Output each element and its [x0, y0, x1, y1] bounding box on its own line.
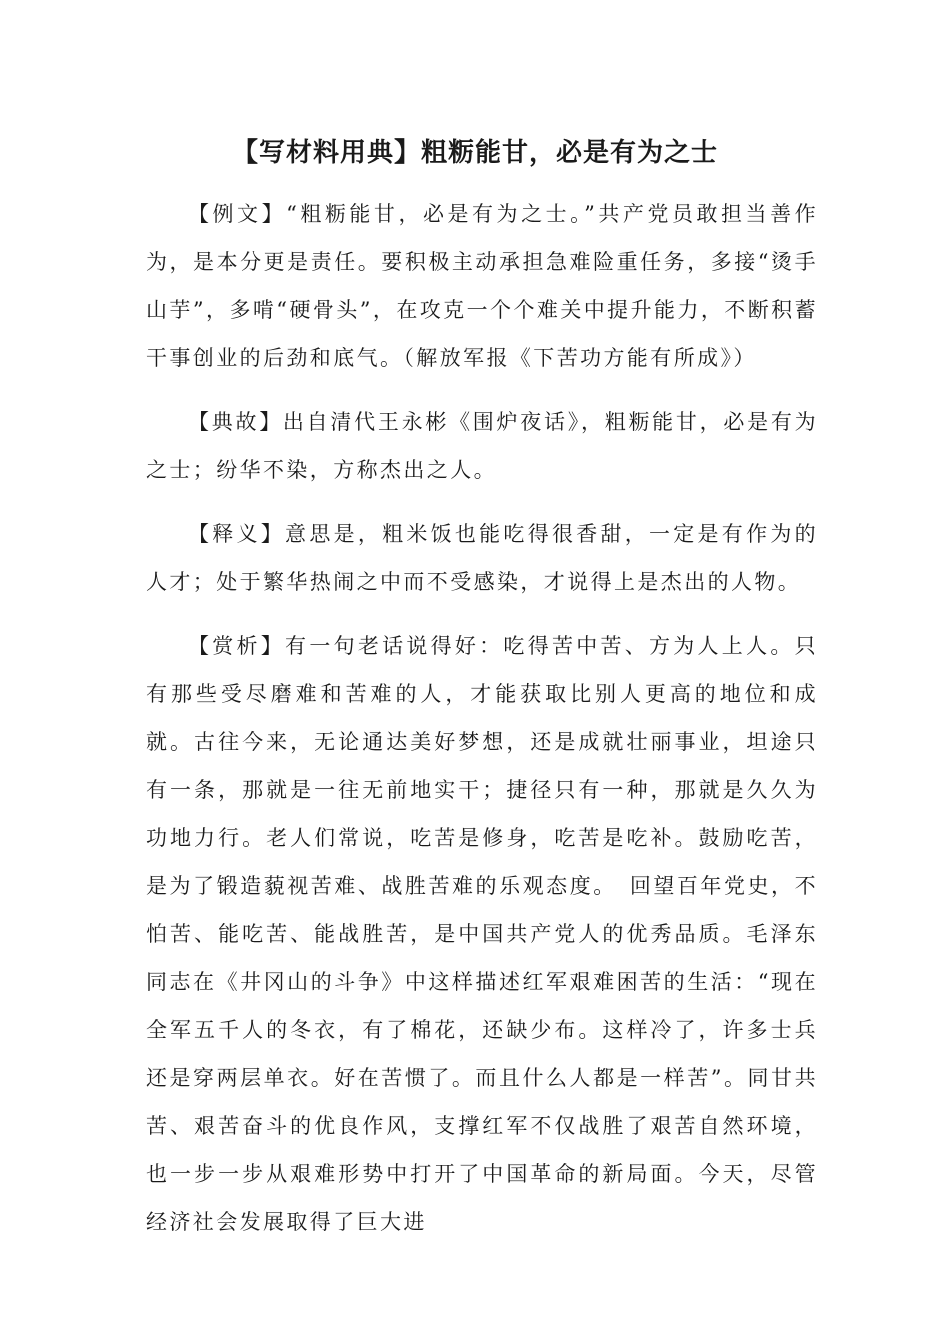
- paragraph-example: 【例文】“粗粝能甘，必是有为之士。”共产党员敢担当善作为，是本分更是责任。要积极主动承担急难险重任务，多接“烫手山芋”，多啃“硬骨头”，在攻克一个个难关中提升能力，不断积蓄干事创业的后劲和底气。（解放军报《下苦功方能有所成》）: [146, 202, 818, 370]
- paragraph-allusion: 【典故】出自清代王永彬《围炉夜话》，粗粝能甘，必是有为之士；纷华不染，方称杰出之人。: [146, 410, 818, 482]
- paragraph-appreciation: 【赏析】有一句老话说得好：吃得苦中苦、方为人上人。只有那些受尽磨难和苦难的人，才能获取比别人更高的地位和成就。古往今来，无论通达美好梦想，还是成就壮丽事业，坦途只有一条，那就是一往无前地实干；捷径只有一种，那就是久久为功地力行。老人们常说，吃苦是修身，吃苦是吃补。鼓励吃苦，是为了锻造藐视苦难、战胜苦难的乐观态度。 回望百年党史，不怕苦、能吃苦、能战胜苦，是中国共产党人的优秀品质。毛泽东同志在《井冈山的斗争》中这样描述红军艰难困苦的生活：“现在全军五千人的冬衣，有了棉花，还缺少布。这样冷了，许多士兵还是穿两层单衣。好在苦惯了。而且什么人都是一样苦”。同甘共苦、艰苦奋斗的优良作风，支撑红军不仅战胜了艰苦自然环境，也一步一步从艰难形势中打开了中国革命的新局面。今天，尽管经济社会发展取得了巨大进: [146, 634, 818, 1234]
- paragraph-meaning: 【释义】意思是，粗米饭也能吃得很香甜，一定是有作为的人才；处于繁华热闹之中而不受感染，才说得上是杰出的人物。: [146, 522, 818, 594]
- document-body: [146, 190, 818, 1262]
- document-title: 【写材料用典】粗粝能甘，必是有为之士: [231, 138, 718, 168]
